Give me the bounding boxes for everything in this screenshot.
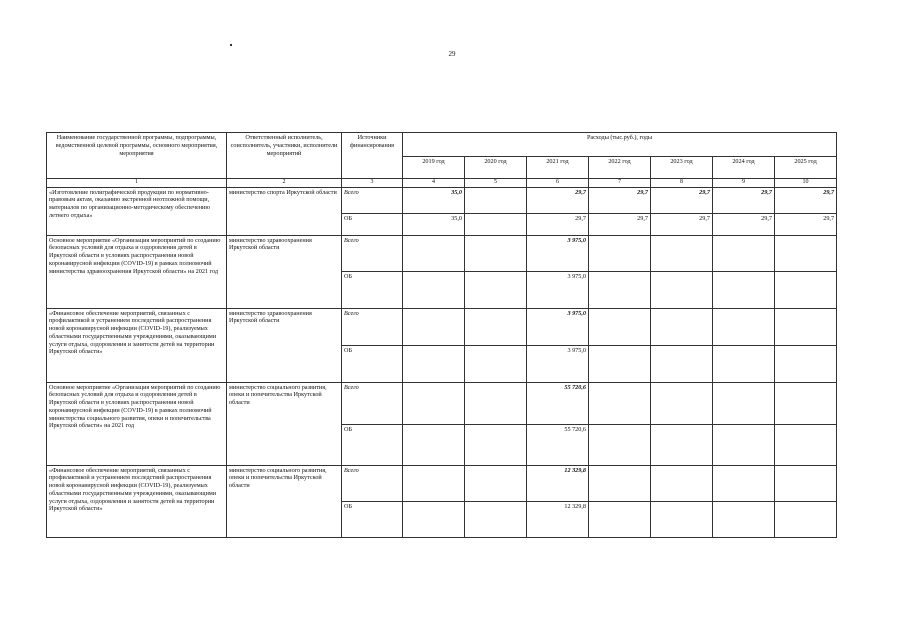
total-value — [651, 465, 713, 501]
ob-value — [403, 345, 465, 382]
row-executor: министерство спорта Иркутской области — [227, 187, 342, 235]
ob-value — [589, 424, 651, 465]
total-value — [403, 235, 465, 271]
ob-value — [651, 501, 713, 537]
ob-value — [465, 271, 527, 308]
total-value: 3 975,0 — [527, 235, 589, 271]
column-number: 5 — [465, 179, 527, 188]
ob-value: 29,7 — [713, 213, 775, 235]
total-value — [589, 465, 651, 501]
total-value — [465, 187, 527, 213]
ob-value — [775, 424, 837, 465]
table-row-total — [47, 187, 837, 213]
row-name: «Финансовое обеспечение мероприятий, связанных с профилактикой и устранением последствий распространения новой коронавирусной инфекции (COVID-19), реализуемых областными государственными учреждениями, оказывающими услуги отдыха, оздоровления и занятости детей на территории Иркутской области» — [47, 465, 227, 537]
total-value — [651, 235, 713, 271]
column-number: 9 — [713, 179, 775, 188]
ob-value: 29,7 — [775, 213, 837, 235]
ob-value — [775, 271, 837, 308]
header-year-2023: 2023 год — [651, 157, 713, 179]
total-value — [775, 465, 837, 501]
table-row-total — [47, 382, 837, 424]
header-year-2022: 2022 год — [589, 157, 651, 179]
column-number: 8 — [651, 179, 713, 188]
total-value: 3 975,0 — [527, 308, 589, 345]
scan-speck — [230, 44, 232, 46]
total-value — [403, 382, 465, 424]
total-value — [403, 308, 465, 345]
row-executor: министерство социального развития, опеки и попечительства Иркутской области — [227, 465, 342, 537]
source-ob-label: ОБ — [342, 345, 403, 382]
source-total-label: Всего — [342, 382, 403, 424]
table-body — [47, 179, 837, 538]
total-value: 29,7 — [589, 187, 651, 213]
ob-value: 55 720,6 — [527, 424, 589, 465]
header-year-2025: 2025 год — [775, 157, 837, 179]
source-total-label: Всего — [342, 235, 403, 271]
table-header — [47, 133, 837, 179]
ob-value: 12 329,8 — [527, 501, 589, 537]
source-ob-label: ОБ — [342, 271, 403, 308]
row-name: Основное мероприятие «Организация мероприятий по созданию безопасных условий для отдыха и оздоровления детей в Иркутской области в условиях распространения новой коронавирусной инфекции (COVID-19) в рамках полномочий министерства здравоохранения Иркутской области» на 2021 год — [47, 235, 227, 308]
total-value — [775, 308, 837, 345]
total-value — [775, 382, 837, 424]
total-value — [589, 382, 651, 424]
ob-value — [589, 345, 651, 382]
column-number: 7 — [589, 179, 651, 188]
ob-value — [713, 271, 775, 308]
total-value: 29,7 — [775, 187, 837, 213]
column-number: 1 — [47, 179, 227, 188]
ob-value: 35,0 — [403, 213, 465, 235]
header-year-2021: 2021 год — [527, 157, 589, 179]
header-sources: Источники финансирования — [342, 133, 403, 179]
row-executor: министерство здравоохранения Иркутской области — [227, 308, 342, 382]
column-number: 4 — [403, 179, 465, 188]
header-expenses: Расходы (тыс.руб.), годы — [403, 133, 837, 157]
total-value — [775, 235, 837, 271]
total-value — [403, 465, 465, 501]
header-year-2019: 2019 год — [403, 157, 465, 179]
total-value — [713, 465, 775, 501]
ob-value — [403, 501, 465, 537]
ob-value — [651, 424, 713, 465]
table-row-total — [47, 308, 837, 345]
ob-value — [775, 501, 837, 537]
column-numbers-row — [47, 179, 837, 188]
total-value — [713, 382, 775, 424]
row-executor: министерство здравоохранения Иркутской области — [227, 235, 342, 308]
ob-value — [403, 271, 465, 308]
ob-value — [651, 345, 713, 382]
header-year-2024: 2024 год — [713, 157, 775, 179]
ob-value — [651, 271, 713, 308]
total-value: 29,7 — [527, 187, 589, 213]
row-name: «Изготовление полиграфической продукции по нормативно-правовым актам, оказанию экстренной неотложной помощи, материалов по организационно-методическому обеспечению летнего отдыха» — [47, 187, 227, 235]
ob-value — [589, 501, 651, 537]
ob-value: 3 975,0 — [527, 345, 589, 382]
total-value: 35,0 — [403, 187, 465, 213]
ob-value — [713, 424, 775, 465]
ob-value — [775, 345, 837, 382]
ob-value — [589, 271, 651, 308]
source-total-label: Всего — [342, 465, 403, 501]
source-ob-label: ОБ — [342, 213, 403, 235]
table-row-total — [47, 235, 837, 271]
total-value — [713, 235, 775, 271]
table-row-total — [47, 465, 837, 501]
source-total-label: Всего — [342, 187, 403, 213]
column-number: 2 — [227, 179, 342, 188]
ob-value: 29,7 — [589, 213, 651, 235]
total-value — [589, 235, 651, 271]
total-value: 29,7 — [713, 187, 775, 213]
ob-value — [403, 424, 465, 465]
column-number: 6 — [527, 179, 589, 188]
total-value — [713, 308, 775, 345]
ob-value — [713, 501, 775, 537]
ob-value: 29,7 — [651, 213, 713, 235]
total-value: 12 329,8 — [527, 465, 589, 501]
total-value — [465, 382, 527, 424]
column-number: 10 — [775, 179, 837, 188]
ob-value — [465, 424, 527, 465]
source-total-label: Всего — [342, 308, 403, 345]
header-year-2020: 2020 год — [465, 157, 527, 179]
source-ob-label: ОБ — [342, 501, 403, 537]
ob-value — [465, 345, 527, 382]
ob-value: 29,7 — [527, 213, 589, 235]
source-ob-label: ОБ — [342, 424, 403, 465]
row-name: Основное мероприятие «Организация мероприятий по созданию безопасных условий для отдыха и оздоровления детей в Иркутской области в условиях распространения новой коронавирусной инфекции (COVID-19) в рамках полномочий министерства социального развития, опеки и попечительства Иркутской области» на 2021 год — [47, 382, 227, 465]
header-name: Наименование государственной программы, подпрограммы, ведомственной целевой программы, основного мероприятия, мероприятия — [47, 133, 227, 179]
ob-value — [465, 213, 527, 235]
total-value: 55 720,6 — [527, 382, 589, 424]
budget-table — [46, 132, 837, 538]
total-value — [651, 382, 713, 424]
ob-value — [713, 345, 775, 382]
row-executor: министерство социального развития, опеки и попечительства Иркутской области — [227, 382, 342, 465]
row-name: «Финансовое обеспечение мероприятий, связанных с профилактикой и устранением последствий распространения новой коронавирусной инфекции (COVID-19), реализуемых областными государственными учреждениями, оказывающими услуги отдыха, оздоровления и занятости детей на территории Иркутской области» — [47, 308, 227, 382]
ob-value — [465, 501, 527, 537]
page-number: 29 — [448, 50, 456, 58]
total-value — [465, 465, 527, 501]
total-value — [651, 308, 713, 345]
total-value — [589, 308, 651, 345]
total-value — [465, 308, 527, 345]
column-number: 3 — [342, 179, 403, 188]
ob-value: 3 975,0 — [527, 271, 589, 308]
header-executor: Ответственный исполнитель, соисполнитель, участники, исполнители мероприятий — [227, 133, 342, 179]
total-value: 29,7 — [651, 187, 713, 213]
total-value — [465, 235, 527, 271]
